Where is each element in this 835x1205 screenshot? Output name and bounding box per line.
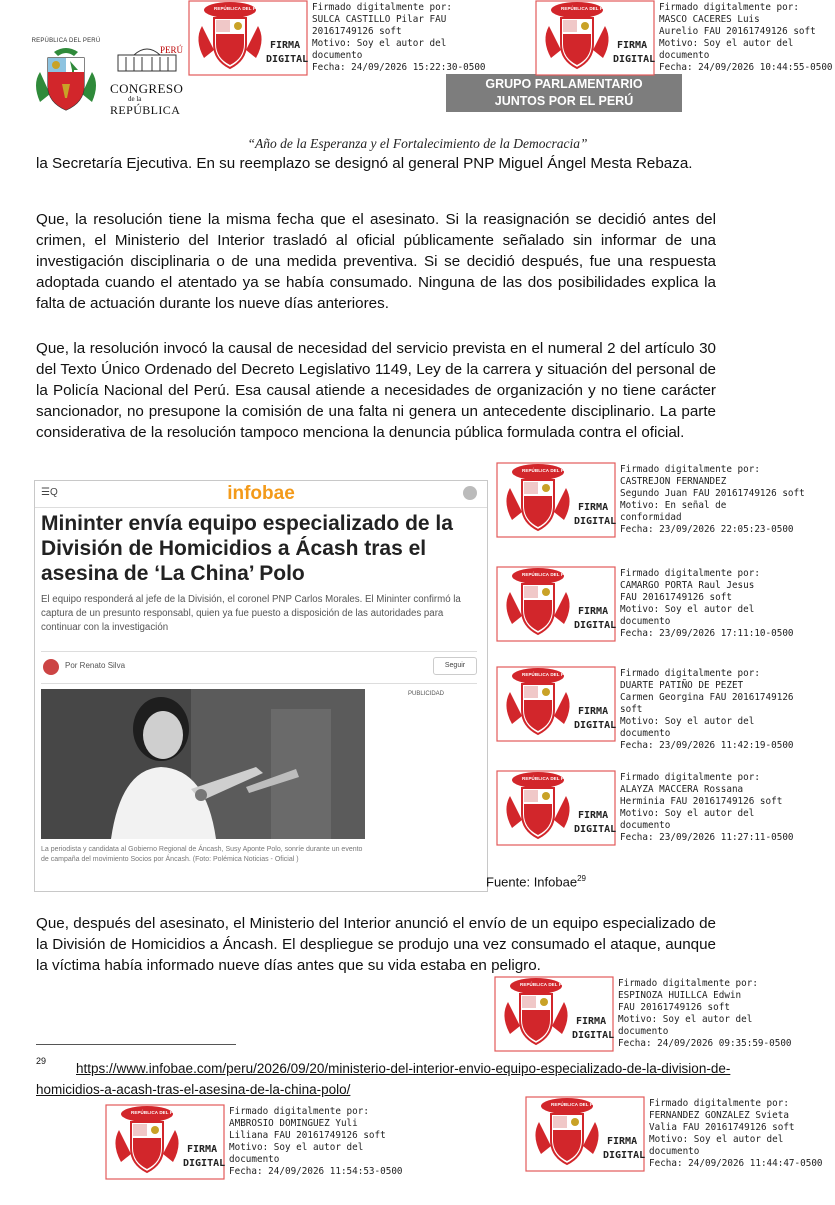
- advertising-label: PUBLICIDAD: [407, 691, 444, 697]
- signature-stamp-3: [496, 462, 835, 558]
- paragraph-3: Que, la resolución invocó la causal de necesidad del servicio prevista en el numeral 2 del artículo 30 del Texto Único Ordenado del Decreto Legislativo 1149, Ley de la carrera y situación del personal de la Policía Nacional del Perú. Esa causal atiende a necesidades de organización y no tiene carácter sancionador, no presupone la comisión de una falta ni genera un antecedente disciplinario. La parte considerativa de la resolución tampoco menciona la denuncia pública formulada contra el oficial.: [36, 340, 716, 441]
- seal-caption: REPÚBLICA DEL PERÚ: [131, 1110, 183, 1115]
- seal-caption: REPÚBLICA DEL PERÚ: [520, 982, 572, 987]
- paragraph-1: la Secretaría Ejecutiva. En su reemplazo se designó al general PNP Miguel Ángel Mesta Rebaza.: [36, 155, 693, 172]
- seal-caption: REPÚBLICA DEL PERÚ: [561, 6, 613, 11]
- congress-connector: de la: [128, 95, 142, 103]
- congress-republic: REPÚBLICA: [110, 103, 181, 117]
- firma-digital-logo: [494, 976, 614, 1072]
- signature-details: Firmado digitalmente por: CAMARGO PORTA Raul Jesus FAU 20161749126 soft Motivo: Soy el autor del documento Fecha: 23/09/2026 17:11:10-0500: [620, 568, 794, 639]
- firma-label: FIRMA: [187, 1144, 218, 1155]
- digital-label: DIGITAL: [572, 1030, 615, 1041]
- digital-label: DIGITAL: [603, 1150, 646, 1161]
- coat-of-arms-icon: [30, 44, 102, 114]
- digital-label: DIGITAL: [574, 720, 617, 731]
- firma-digital-logo: [535, 0, 655, 96]
- firma-label: FIRMA: [576, 1016, 607, 1027]
- peru-coat-of-arms-logo: [30, 38, 102, 118]
- congress-peru-label: PERÚ: [160, 45, 184, 55]
- signature-details: Firmado digitalmente por: CASTREJON FERNANDEZ Segundo Juan FAU 20161749126 soft Motivo: En señal de conformidad Fecha: 23/09/2026 22:05:23-0500: [620, 464, 805, 535]
- follow-button: Seguir: [433, 657, 477, 675]
- year-motto: “Año de la Esperanza y el Fortalecimiento de la Democracia”: [247, 136, 588, 151]
- firma-digital-logo: [188, 0, 308, 96]
- footnote-separator: [36, 1044, 236, 1045]
- signature-details: Firmado digitalmente por: FERNANDEZ GONZALEZ Svieta Valia FAU 20161749126 soft Motivo: Soy el autor del documento Fecha: 24/09/2026 11:44:47-0500: [649, 1098, 823, 1169]
- divider: [41, 683, 477, 684]
- account-icon: [463, 486, 477, 500]
- firma-label: FIRMA: [578, 606, 609, 617]
- coat-of-arms-caption: REPÚBLICA DEL PERÚ: [31, 38, 101, 44]
- seal-caption: REPÚBLICA DEL PERÚ: [214, 6, 266, 11]
- digital-label: DIGITAL: [574, 824, 617, 835]
- congreso-logo: [108, 45, 188, 115]
- author-avatar: [43, 659, 59, 675]
- firma-label: FIRMA: [578, 810, 609, 821]
- firma-digital-logo: [496, 462, 616, 558]
- infobae-article-screenshot: [34, 480, 488, 892]
- firma-label: FIRMA: [617, 40, 648, 51]
- article-author: Por Renato Silva: [65, 661, 126, 670]
- signature-stamp-8: [105, 1104, 445, 1200]
- footnote-reference: 29: [577, 874, 586, 883]
- firma-digital-logo: [496, 666, 616, 762]
- signature-details: Firmado digitalmente por: DUARTE PATIÑO DE PEZET Carmen Georgina FAU 20161749126 soft Motivo: Soy el autor del documento Fecha: 23/09/2026 11:42:19-0500: [620, 668, 794, 751]
- firma-label: FIRMA: [607, 1136, 638, 1147]
- infobae-logo: infobae: [227, 483, 295, 504]
- congress-name: CONGRESO: [110, 81, 184, 96]
- signature-details: Firmado digitalmente por: SULCA CASTILLO Pilar FAU 20161749126 soft Motivo: Soy el autor del documento Fecha: 24/09/2026 15:22:30-0500: [312, 2, 486, 73]
- digital-label: DIGITAL: [183, 1158, 226, 1169]
- digital-label: DIGITAL: [574, 516, 617, 527]
- article-summary: El equipo responderá al jefe de la División, el coronel PNP Carlos Morales. El Mininter confirmó la captura de un presunto responsabl, quien ya fue puesto a disposición de las autoridades para continuar con la investigación: [41, 594, 461, 633]
- seal-caption: REPÚBLICA DEL PERÚ: [551, 1102, 603, 1107]
- signature-stamp-2: [535, 0, 835, 96]
- signature-details: Firmado digitalmente por: AMBROSIO DOMINGUEZ Yuli Liliana FAU 20161749126 soft Motivo: Soy el autor del documento Fecha: 24/09/2026 11:54:53-0500: [229, 1106, 403, 1177]
- digital-label: DIGITAL: [266, 54, 309, 65]
- signature-details: Firmado digitalmente por: ALAYZA MACCERA Rossana Herminia FAU 20161749126 soft Motivo: Soy el autor del documento Fecha: 23/09/2026 11:27:11-0500: [620, 772, 794, 843]
- infobae-top-bar: [35, 481, 487, 508]
- paragraph-2: Que, la resolución tiene la misma fecha que el asesinato. Si la reasignación se decidió antes del crimen, el Ministerio del Interior trasladó al oficial públicamente señalado sin informar de una investigación disciplinaria o de una medida preventiva. Si se decidió después, fue una respuesta adoptada cuando el atentado ya se había consumado. Ninguna de las dos posibilidades explica la falta de actuación durante los nueve días anteriores.: [36, 211, 716, 312]
- photo-woman-pointing-image: [41, 689, 365, 839]
- signature-details: Firmado digitalmente por: ESPINOZA HUILLCA Edwin FAU 20161749126 soft Motivo: Soy el autor del documento Fecha: 24/09/2026 09:35:59-0500: [618, 978, 792, 1049]
- article-headline: Mininter envía equipo especializado de la División de Homicidios a Ácash tras el asesina de ‘La China’ Polo: [41, 512, 453, 585]
- firma-label: FIRMA: [578, 502, 609, 513]
- footnote-number: 29: [36, 1056, 47, 1066]
- firma-digital-logo: [496, 770, 616, 866]
- digital-label: DIGITAL: [613, 54, 656, 65]
- signature-stamp-4: [496, 566, 835, 662]
- seal-caption: REPÚBLICA DEL PERÚ: [522, 672, 574, 677]
- signature-stamp-9: [525, 1096, 835, 1192]
- seal-caption: REPÚBLICA DEL PERÚ: [522, 468, 574, 473]
- signature-stamp-5: [496, 666, 835, 762]
- article-photo: [41, 689, 365, 839]
- group-banner-line1: GRUPO PARLAMENTARIO: [485, 77, 643, 91]
- firma-label: FIRMA: [270, 40, 301, 51]
- firma-digital-logo: [105, 1104, 225, 1200]
- signature-details: Firmado digitalmente por: MASCO CACERES Luis Aurelio FAU 20161749126 soft Motivo: Soy el autor del documento Fecha: 24/09/2026 10:44:55-0500: [659, 2, 833, 73]
- firma-digital-logo: [525, 1096, 645, 1192]
- signature-stamp-1: [188, 0, 528, 96]
- source-label: Fuente: Infobae: [486, 874, 578, 890]
- firma-digital-logo: [496, 566, 616, 662]
- menu-search-icon: ☰Q: [41, 487, 58, 498]
- seal-caption: REPÚBLICA DEL PERÚ: [522, 572, 574, 577]
- divider: [41, 651, 477, 652]
- signature-stamp-6: [496, 770, 835, 866]
- firma-label: FIRMA: [578, 706, 609, 717]
- photo-caption: La periodista y candidata al Gobierno Regional de Áncash, Susy Aponte Polo, sonríe durante un evento de campaña del movimiento Socios por Áncash. (Foto: Polémica Noticias - Oficial ): [41, 846, 363, 863]
- source-note: [486, 874, 586, 889]
- footnote-link[interactable]: https://www.infobae.com/peru/2026/09/20/ministerio-del-interior-envio-equipo-especializado-de-la-division-de-homicidios-a-acash-tras-el-asesina-de-la-china-polo/: [36, 1061, 731, 1097]
- seal-caption: REPÚBLICA DEL PERÚ: [522, 776, 574, 781]
- group-banner-line2: JUNTOS POR EL PERÚ: [494, 94, 634, 108]
- digital-label: DIGITAL: [574, 620, 617, 631]
- signature-stamp-7: [494, 976, 834, 1072]
- paragraph-4: Que, después del asesinato, el Ministerio del Interior anunció el envío de un equipo especializado de la División de Homicidios a Áncash. El despliegue se produjo una vez consumado el ataque, aunque la víctima había informado nueve días antes que su vida estaba en peligro.: [36, 915, 716, 974]
